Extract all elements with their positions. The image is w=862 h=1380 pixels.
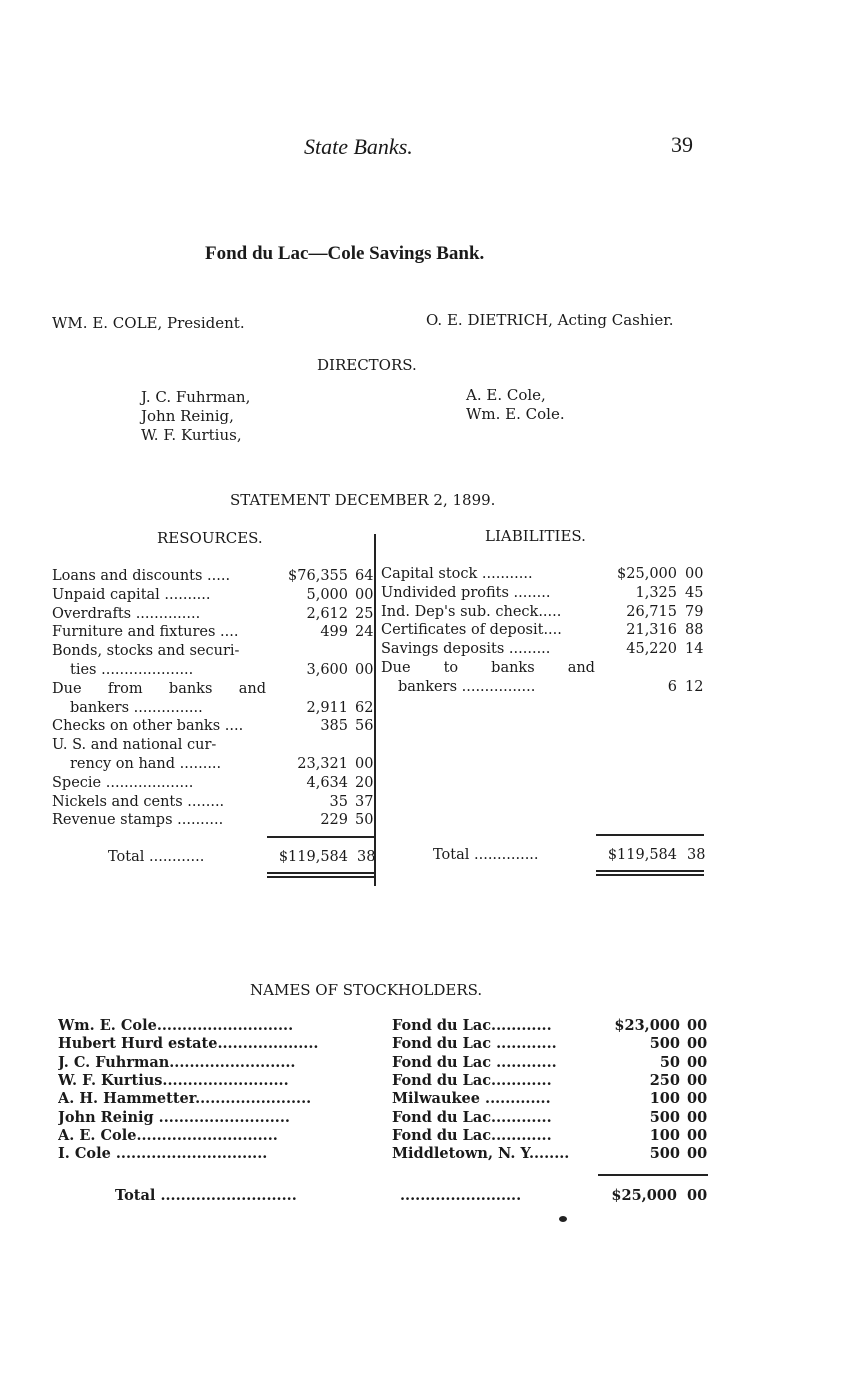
resource-cents: 62 bbox=[355, 699, 374, 716]
liability-label: Ind. Dep's sub. check..... bbox=[381, 603, 562, 620]
stockholder-row bbox=[58, 1108, 718, 1127]
stockholder-residence: Fond du Lac............ bbox=[392, 1126, 552, 1144]
stockholders-total-row bbox=[115, 1186, 715, 1205]
resource-row bbox=[52, 736, 376, 755]
resource-dollars: 5,000 bbox=[306, 586, 348, 603]
stockholder-row bbox=[58, 1016, 718, 1035]
acting-cashier: O. E. DIETRICH, Acting Cashier. bbox=[426, 311, 674, 329]
running-header: State Banks. bbox=[304, 134, 413, 159]
resource-row bbox=[52, 717, 376, 736]
page-number: 39 bbox=[671, 132, 693, 157]
resource-cents: 00 bbox=[355, 662, 374, 678]
stockholder-row bbox=[58, 1034, 718, 1053]
resource-dollars: 4,634 bbox=[306, 774, 348, 791]
resource-label: Due from banks and bbox=[52, 680, 266, 697]
total-label: Total ........................... bbox=[115, 1187, 297, 1204]
liability-label: Undivided profits ........ bbox=[381, 584, 551, 601]
stockholder-dollars: 50 bbox=[659, 1053, 680, 1071]
liability-label: Savings deposits ......... bbox=[381, 641, 551, 658]
resource-label: bankers ............... bbox=[70, 699, 203, 716]
liability-row bbox=[381, 678, 711, 697]
liability-dollars: 1,325 bbox=[635, 584, 677, 601]
stockholder-name: John Reinig .......................... bbox=[58, 1108, 290, 1126]
liability-label: Certificates of deposit.... bbox=[381, 622, 562, 639]
liability-label: bankers ................ bbox=[398, 678, 536, 695]
stockholder-cents: 00 bbox=[687, 1126, 708, 1144]
president: WM. E. COLE, President. bbox=[52, 314, 245, 332]
liability-dollars: 45,220 bbox=[626, 641, 677, 658]
stockholder-dollars: 100 bbox=[649, 1126, 680, 1144]
resource-label: Revenue stamps .......... bbox=[52, 812, 224, 829]
total-dollars: $25,000 bbox=[611, 1187, 677, 1204]
resource-cents: 20 bbox=[355, 774, 374, 791]
resource-cents: 37 bbox=[355, 793, 374, 810]
resource-dollars: 35 bbox=[329, 793, 348, 810]
stockholder-name: Wm. E. Cole........................... bbox=[58, 1017, 294, 1034]
resource-label: Bonds, stocks and securi- bbox=[52, 643, 240, 660]
stockholder-cents: 00 bbox=[687, 1053, 708, 1071]
stockholder-cents: 00 bbox=[687, 1071, 708, 1089]
resource-cents: 56 bbox=[355, 718, 374, 735]
resource-row bbox=[52, 755, 376, 774]
stockholder-residence: Fond du Lac............ bbox=[392, 1108, 552, 1126]
resource-label: U. S. and national cur- bbox=[52, 737, 217, 754]
stockholder-cents: 00 bbox=[687, 1017, 708, 1034]
liability-cents: 79 bbox=[685, 603, 704, 620]
stockholder-name: I. Cole .............................. bbox=[58, 1145, 268, 1163]
liabilities-total-row bbox=[433, 846, 708, 865]
resource-label: Nickels and cents ........ bbox=[52, 793, 225, 810]
stockholder-dollars: $23,000 bbox=[614, 1017, 680, 1034]
liability-cents: 14 bbox=[685, 641, 704, 658]
stockholder-cents: 00 bbox=[687, 1035, 708, 1053]
stockholder-row bbox=[58, 1053, 718, 1072]
resources-total-row bbox=[108, 848, 378, 867]
resource-row bbox=[52, 642, 376, 661]
resource-row bbox=[52, 699, 376, 718]
resource-row bbox=[52, 811, 376, 830]
stockholder-residence: Fond du Lac............ bbox=[392, 1017, 552, 1034]
resource-row bbox=[52, 605, 376, 624]
director-name: A. E. Cole, bbox=[466, 386, 546, 404]
liability-row bbox=[381, 565, 711, 584]
resource-cents: 50 bbox=[355, 812, 374, 829]
resource-cents: 25 bbox=[355, 605, 374, 622]
resource-label: Loans and discounts ..... bbox=[52, 568, 231, 584]
stockholder-residence: Fond du Lac ............ bbox=[392, 1035, 557, 1053]
stockholder-residence: Fond du Lac............ bbox=[392, 1071, 552, 1089]
stockholder-dollars: 250 bbox=[649, 1071, 680, 1089]
liability-cents: 88 bbox=[685, 622, 704, 639]
stockholder-residence: Fond du Lac ............ bbox=[392, 1053, 557, 1071]
stockholder-name: J. C. Fuhrman......................... bbox=[58, 1053, 296, 1071]
total-cents: 38 bbox=[357, 849, 376, 865]
stockholder-row bbox=[58, 1089, 718, 1108]
resource-row bbox=[52, 680, 376, 699]
stockholder-row bbox=[58, 1144, 718, 1163]
liability-row bbox=[381, 584, 711, 603]
resources-heading: RESOURCES. bbox=[157, 529, 263, 547]
total-label: Total ............ bbox=[108, 849, 205, 865]
stockholder-name: A. E. Cole............................ bbox=[58, 1126, 278, 1144]
total-cents: 00 bbox=[687, 1187, 708, 1204]
stockholder-dollars: 100 bbox=[649, 1090, 680, 1108]
ink-dot bbox=[559, 1216, 567, 1222]
resource-dollars: 385 bbox=[320, 718, 348, 735]
stockholder-residence: Middletown, N. Y........ bbox=[392, 1145, 570, 1163]
resources-double-rule bbox=[267, 876, 375, 878]
stockholder-dollars: 500 bbox=[649, 1145, 680, 1163]
liability-dollars: 26,715 bbox=[626, 603, 677, 620]
resource-cents: 00 bbox=[355, 586, 374, 603]
resource-label: Overdrafts .............. bbox=[52, 605, 201, 622]
bank-title: Fond du Lac—Cole Savings Bank. bbox=[205, 243, 485, 264]
resource-dollars: 2,612 bbox=[306, 605, 348, 622]
resource-row bbox=[52, 774, 376, 793]
stockholder-name: Hubert Hurd estate.................... bbox=[58, 1035, 319, 1053]
resource-cents: 00 bbox=[355, 756, 374, 772]
stockholder-row bbox=[58, 1071, 718, 1090]
directors-left bbox=[141, 388, 250, 445]
resource-dollars: 499 bbox=[320, 624, 348, 641]
resource-row bbox=[52, 586, 376, 605]
liability-cents: 45 bbox=[685, 584, 704, 601]
resource-row bbox=[52, 793, 376, 812]
total-label: Total .............. bbox=[433, 847, 539, 863]
stockholder-dollars: 500 bbox=[649, 1108, 680, 1126]
resource-label: Checks on other banks .... bbox=[52, 718, 244, 735]
resource-dollars: 2,911 bbox=[306, 699, 348, 716]
resource-label: ties .................... bbox=[70, 662, 194, 678]
stockholder-cents: 00 bbox=[687, 1108, 708, 1126]
resource-dollars: $76,355 bbox=[288, 568, 348, 584]
director-name: Wm. E. Cole. bbox=[466, 405, 565, 423]
total-place-leader: ........................ bbox=[400, 1187, 522, 1204]
liability-label: Capital stock ........... bbox=[381, 566, 533, 582]
liabilities-double-rule bbox=[596, 874, 704, 876]
director-name: John Reinig, bbox=[141, 407, 234, 425]
resource-dollars: 3,600 bbox=[306, 662, 348, 678]
liabilities-heading: LIABILITIES. bbox=[485, 527, 586, 545]
statement-heading: STATEMENT DECEMBER 2, 1899. bbox=[230, 491, 496, 509]
stockholder-residence: Milwaukee ............. bbox=[392, 1090, 551, 1108]
liability-label: Due to banks and bbox=[381, 660, 595, 676]
resource-label: Specie ................... bbox=[52, 774, 194, 791]
resource-dollars: 23,321 bbox=[297, 756, 348, 772]
total-dollars: $119,584 bbox=[278, 849, 348, 865]
liability-cents: 12 bbox=[685, 678, 704, 695]
liability-dollars: $25,000 bbox=[617, 566, 677, 582]
director-name: J. C. Fuhrman, bbox=[141, 388, 251, 406]
directors-right bbox=[466, 386, 565, 424]
resource-row bbox=[52, 661, 376, 680]
resources-sum-rule bbox=[267, 836, 375, 838]
resource-row bbox=[52, 623, 376, 642]
total-dollars: $119,584 bbox=[607, 847, 677, 863]
director-name: W. F. Kurtius, bbox=[141, 426, 242, 444]
stockholders-heading: NAMES OF STOCKHOLDERS. bbox=[250, 981, 483, 999]
liability-dollars: 21,316 bbox=[626, 622, 677, 639]
resources-double-rule bbox=[267, 872, 375, 874]
stockholder-name: A. H. Hammetter....................... bbox=[58, 1090, 312, 1108]
liability-row bbox=[381, 640, 711, 659]
liability-cents: 00 bbox=[685, 566, 704, 582]
resource-label: rency on hand ......... bbox=[70, 756, 222, 772]
resource-cents: 64 bbox=[355, 568, 374, 584]
stockholder-cents: 00 bbox=[687, 1090, 708, 1108]
total-cents: 38 bbox=[687, 847, 706, 863]
liability-row bbox=[381, 603, 711, 622]
stockholder-name: W. F. Kurtius......................... bbox=[58, 1071, 289, 1089]
stockholder-dollars: 500 bbox=[649, 1035, 680, 1053]
resource-label: Unpaid capital .......... bbox=[52, 586, 211, 603]
stockholder-row bbox=[58, 1126, 718, 1145]
directors-heading: DIRECTORS. bbox=[317, 356, 417, 374]
resource-cents: 24 bbox=[355, 624, 374, 641]
liabilities-sum-rule bbox=[596, 834, 704, 836]
stockholder-cents: 00 bbox=[687, 1145, 708, 1163]
resource-row bbox=[52, 567, 376, 586]
liability-row bbox=[381, 659, 711, 678]
stockholders-sum-rule bbox=[598, 1174, 708, 1176]
resource-dollars: 229 bbox=[320, 812, 348, 829]
liabilities-double-rule bbox=[596, 870, 704, 872]
liability-dollars: 6 bbox=[667, 678, 677, 695]
liability-row bbox=[381, 621, 711, 640]
resource-label: Furniture and fixtures .... bbox=[52, 624, 239, 641]
